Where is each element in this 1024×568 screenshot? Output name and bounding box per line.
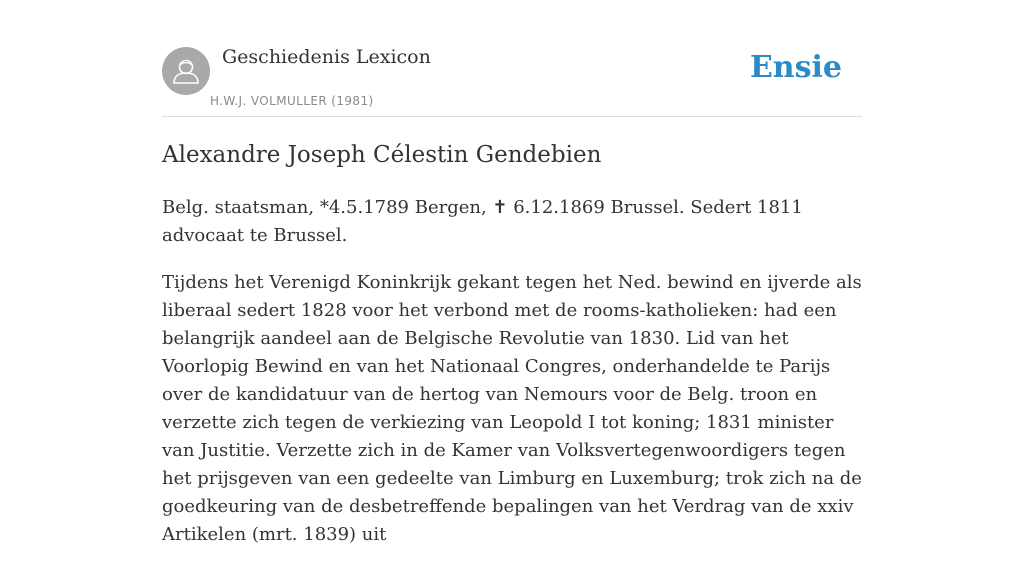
article-paragraph-intro: Belg. staatsman, *4.5.1789 Bergen, ✝ 6.12.1869 Brussel. Sedert 1811 advocaat te Brussel. <box>162 197 803 246</box>
article-paragraph-main: Tijdens het Verenigd Koninkrijk gekant tegen het Ned. bewind en ijverde als liberaal sedert 1828 voor het verbond met de rooms-katholieken: had een belangrijk aandeel aan de Belgische Revolutie van 1830. Lid van het Voorlopig Bewind en van het Nationaal Congres, onderhandelde te Parijs over de kandidatuur van de hertog van Nemours voor de Belg. troon en verzette zich tegen de verkiezing van Leopold I tot koning; 1831 minister van Justitie. Verzette zich in de Kamer van Volksvertegenwoordigers tegen het prijsgeven van een gedeelte van Limburg en Luxemburg; trok zich na de goedkeuring van de desbetreffende bepalingen van het Verdrag van de xxiv Artikelen (mrt. 1839) uit <box>162 272 862 545</box>
avatar[interactable] <box>162 47 210 95</box>
source-header <box>162 44 862 117</box>
source-author: H.W.J. VOLMULLER (1981) <box>210 94 374 108</box>
article-body <box>162 140 862 568</box>
user-icon <box>162 47 210 95</box>
source-title-link[interactable]: Geschiedenis Lexicon <box>222 46 431 68</box>
article-title: Alexandre Joseph Célestin Gendebien <box>162 142 602 168</box>
ensie-logo-link[interactable]: Ensie <box>749 50 842 85</box>
